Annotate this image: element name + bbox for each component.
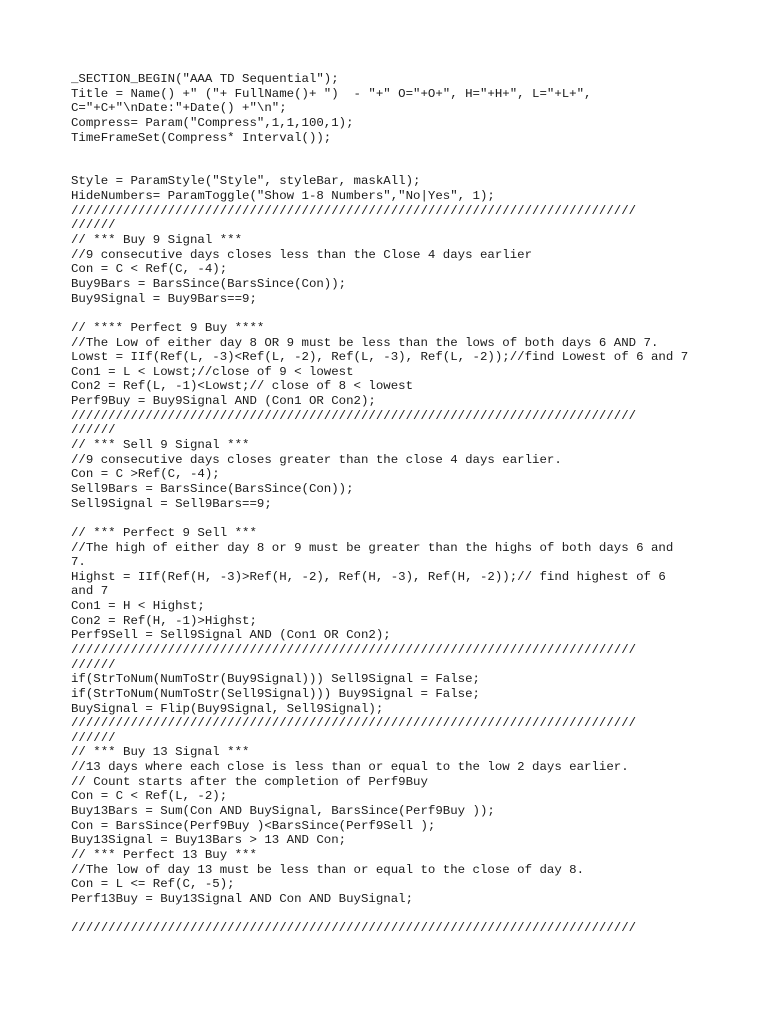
code-line: //The high of either day 8 or 9 must be greater than the highs of both days 6 and	[71, 540, 674, 555]
code-line: Sell9Signal = Sell9Bars==9;	[71, 496, 272, 511]
code-line: Buy9Bars = BarsSince(BarsSince(Con));	[71, 276, 347, 291]
code-line	[71, 145, 711, 160]
code-line: // *** Perfect 9 Sell ***	[71, 525, 257, 540]
code-line: Perf9Sell = Sell9Signal AND (Con1 OR Con2);	[71, 628, 391, 643]
code-line: //////	[71, 218, 116, 233]
code-line: TimeFrameSet(Compress* Interval());	[71, 130, 332, 145]
code-line: Buy13Bars = Sum(Con AND BuySignal, BarsSince(Perf9Buy ));	[71, 804, 495, 819]
code-line: Highst = IIf(Ref(H, -3)>Ref(H, -2), Ref(H, -3), Ref(H, -2));// find highest of 6	[71, 569, 666, 584]
code-line: Con = C < Ref(C, -4);	[71, 262, 228, 277]
code-line	[71, 511, 711, 526]
code-line: HideNumbers= ParamToggle("Show 1-8 Numbers","No|Yes", 1);	[71, 189, 495, 204]
code-line: if(StrToNum(NumToStr(Buy9Signal))) Sell9Signal = False;	[71, 672, 480, 687]
code-line: C="+C+"\nDate:"+Date() +"\n";	[71, 101, 287, 116]
code-line: and 7	[71, 584, 109, 599]
code-line: ////////////////////////////////////////////////////////////////////////////	[71, 408, 637, 423]
code-line: Sell9Bars = BarsSince(BarsSince(Con));	[71, 481, 354, 496]
code-line: Con1 = H < Highst;	[71, 599, 205, 614]
code-line: //////	[71, 657, 116, 672]
code-line	[71, 160, 711, 175]
code-line: // *** Sell 9 Signal ***	[71, 438, 250, 453]
code-line: //13 days where each close is less than or equal to the low 2 days earlier.	[71, 760, 629, 775]
code-line: Con2 = Ref(L, -1)<Lowst;// close of 8 < lowest	[71, 379, 414, 394]
code-line: // *** Buy 13 Signal ***	[71, 745, 250, 760]
code-line	[71, 907, 711, 922]
code-line: //The Low of either day 8 OR 9 must be less than the lows of both days 6 AND 7.	[71, 335, 659, 350]
code-line: ////////////////////////////////////////////////////////////////////////////	[71, 716, 637, 731]
code-line: //9 consecutive days closes greater than the close 4 days earlier.	[71, 452, 562, 467]
code-line: Con1 = L < Lowst;//close of 9 < lowest	[71, 364, 354, 379]
code-line: Buy13Signal = Buy13Bars > 13 AND Con;	[71, 833, 347, 848]
code-line: // Count starts after the completion of Perf9Buy	[71, 774, 428, 789]
code-line: ////////////////////////////////////////////////////////////////////////////	[71, 921, 637, 936]
code-line: if(StrToNum(NumToStr(Sell9Signal))) Buy9Signal = False;	[71, 686, 480, 701]
code-listing	[71, 72, 711, 936]
code-line: // **** Perfect 9 Buy ****	[71, 320, 265, 335]
code-line: Style = ParamStyle("Style", styleBar, maskAll);	[71, 174, 421, 189]
code-line: // *** Perfect 13 Buy ***	[71, 847, 257, 862]
code-line: //////	[71, 423, 116, 438]
code-line: Perf13Buy = Buy13Signal AND Con AND BuySignal;	[71, 891, 414, 906]
code-line: Lowst = IIf(Ref(L, -3)<Ref(L, -2), Ref(L, -3), Ref(L, -2));//find Lowest of 6 and 7	[71, 350, 689, 365]
code-line: Con = C < Ref(L, -2);	[71, 789, 228, 804]
code-line: ////////////////////////////////////////////////////////////////////////////	[71, 642, 637, 657]
code-line: // *** Buy 9 Signal ***	[71, 233, 243, 248]
code-line: _SECTION_BEGIN("AAA TD Sequential");	[71, 72, 339, 86]
code-line: Con2 = Ref(H, -1)>Highst;	[71, 613, 257, 628]
code-line: ////////////////////////////////////////////////////////////////////////////	[71, 203, 637, 218]
code-line: //The low of day 13 must be less than or equal to the close of day 8.	[71, 862, 585, 877]
code-line: Title = Name() +" ("+ FullName()+ ") - "+" O="+O+", H="+H+", L="+L+",	[71, 86, 592, 101]
code-line: Con = BarsSince(Perf9Buy )<BarsSince(Perf9Sell );	[71, 818, 436, 833]
code-line: //////	[71, 730, 116, 745]
code-line: Buy9Signal = Buy9Bars==9;	[71, 291, 257, 306]
code-line: BuySignal = Flip(Buy9Signal, Sell9Signal);	[71, 701, 384, 716]
code-line	[71, 306, 711, 321]
code-line: Con = C >Ref(C, -4);	[71, 467, 220, 482]
code-line: Con = L <= Ref(C, -5);	[71, 877, 235, 892]
code-line: Perf9Buy = Buy9Signal AND (Con1 OR Con2);	[71, 394, 376, 409]
code-line: Compress= Param("Compress",1,1,100,1);	[71, 115, 354, 130]
code-line: //9 consecutive days closes less than the Close 4 days earlier	[71, 247, 533, 262]
code-line: 7.	[71, 555, 86, 570]
